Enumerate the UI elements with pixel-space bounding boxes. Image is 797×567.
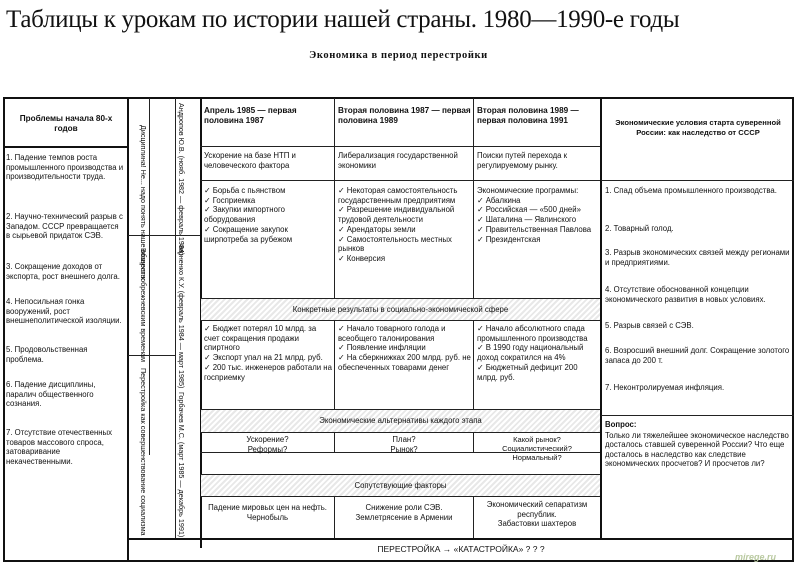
condition-item: 5. Разрыв связей с СЭВ. [605,321,694,330]
condition-item: 4. Отсутствие обоснованной концепции экономического развития в новых условиях. [605,285,766,304]
problem-item: 3. Сокращение доходов от экспорта, рост внешнего долга. [6,262,120,281]
problem-item: 6. Падение дисциплины, паралич общественного сознания. [6,380,96,409]
problems-header: Проблемы начала 80-х годов [19,114,113,133]
andropov-name: Андропов Ю.В. (нояб. 1982 — февраль 1984) [177,103,186,256]
period-results-1: ✓ Бюджет потерял 10 млрд. за счет сокращения продажи спиртного ✓ Экспорт упал на 21 млрд. руб. ✓ 200 тыс. инженеров работали на госприемку [204,324,332,382]
period-header-2: Вторая половина 1987 — первая половина 1989 [338,106,471,125]
condition-item: 6. Возросший внешний долг. Сокращение золотого запаса до 200 т. [605,346,790,365]
period-header-3: Вторая половина 1989 — первая половина 1991 [477,106,579,125]
problem-item: 2. Научно-технический разрыв с Западом. СССР превращается в сырьевой придаток СЭВ. [6,212,123,241]
andropov-policy: Дисциплина! Не... надо понять наше общество [139,125,148,283]
period-goal-2: Либерализация государственной экономики [338,151,458,170]
period-results-3: ✓ Начало абсолютного спада промышленного производства ✓ В 1990 году национальный доход сократился на 4% ✓ Бюджетный дефицит 200 млрд. руб. [477,324,588,382]
period-alternative-2: План? Рынок? [390,435,418,454]
condition-item: 2. Товарный голод. [605,224,674,233]
chernenko-policy: Возврат к брежневским временам [139,248,148,362]
problem-item: 4. Непосильная гонка вооружений, рост внешнеполитической изоляции. [6,297,122,326]
question-text: Только ли тяжелейшее экономическое наследство досталось ставшей суверенной России? Что еще досталось в наследство как следствие экономических просчетов? И просчетов ли? [605,431,789,469]
outcome-row: ПЕРЕСТРОЙКА → «КАТАСТРОЙКА» ? ? ? [377,544,545,554]
gorbachev-name: Горбачев М.С. (март 1985 — декабрь 1991) [177,392,186,538]
question-label: Вопрос: [605,420,637,429]
period-goal-1: Ускорение на базе НТП и человеческого фактора [204,151,296,170]
problem-item: 1. Падение темпов роста промышленного производства и производительности труда. [6,153,124,182]
page-title: Таблицы к урокам по истории нашей страны. 1980—1990-е годы [6,6,680,33]
watermark: mirege.ru [735,552,777,562]
alternatives-band: Экономические альтернативы каждого этапа [201,410,600,432]
period-goal-3: Поиски путей перехода к регулируемому рынку. [477,151,568,170]
condition-item: 1. Спад объема промышленного производства. [605,186,777,195]
period-results-2: ✓ Начало товарного голода и всеобщего талонирования ✓ Появление инфляции ✓ На сберкнижках 200 млрд. руб. не обеспеченных товарами денег [338,324,471,372]
results-band: Конкретные результаты в социально-экономической сфере [201,299,600,320]
period-header-1: Апрель 1985 — первая половина 1987 [204,106,297,125]
factors-band: Сопутствующие факторы [201,475,600,496]
period-measures-2: ✓ Некоторая самостоятельность государственным предприятиям ✓ Разрешение индивидуальной трудовой деятельности ✓ Арендаторы земли ✓ Самостоятельность местных рынков ✓ Конверсия [338,186,458,263]
conditions-header: Экономические условия старта суверенной России: как наследство от СССР [615,118,781,137]
period-factor-2: Снижение роли СЭВ. Землетрясение в Армении [355,503,453,522]
page-subtitle: Экономика в период перестройки [309,50,488,61]
period-alternative-3: Какой рынок? Социалистический? Нормальный? [502,435,572,462]
period-factor-1: Падение мировых цен на нефть. Чернобыль [208,503,327,522]
condition-item: 7. Неконтролируемая инфляция. [605,383,725,392]
gorbachev-policy: Перестройка как совершенствование социализма [139,368,148,536]
period-measures-3: Экономические программы: ✓ Абалкина ✓ Российская — «500 дней» ✓ Шаталина — Явлинского ✓ Правительственная Павлова ✓ Президентская [477,186,592,244]
condition-item: 3. Разрыв экономических связей между регионами и предприятиями. [605,248,790,267]
period-factor-3: Экономический сепаратизм республик. Забастовки шахтеров [486,500,588,529]
problem-item: 5. Продовольственная проблема. [6,345,88,364]
period-alternative-1: Ускорение? Реформы? [246,435,289,454]
chernenko-name: Черненко К.У. (февраль 1984 — март 1985) [177,243,186,389]
period-measures-1: ✓ Борьба с пьянством ✓ Госприемка ✓ Закупки импортного оборудования ✓ Сокращение закупок ширпотреба за рубежом [204,186,293,244]
problem-item: 7. Отсутствие отечественных товаров массового спроса, затоваривание некачественными. [6,428,113,467]
